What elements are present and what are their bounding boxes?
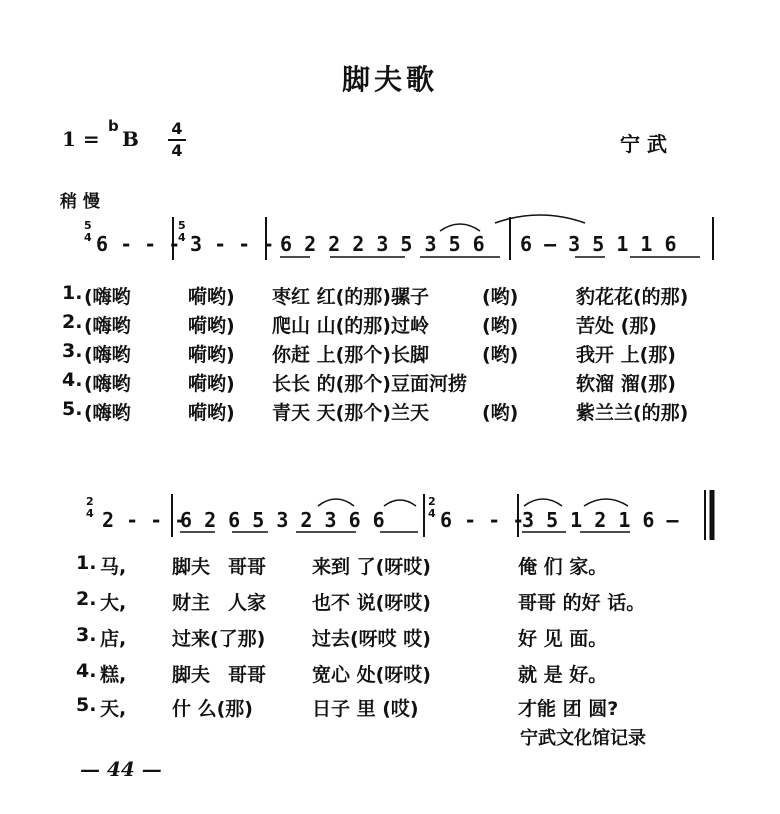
lyric-text: 青天 天(那个)兰天 (272, 402, 429, 424)
lyric-text: 长长 的(那个)豆面河捞 (272, 373, 467, 395)
recording-credit: 宁武文化馆记录 (520, 728, 646, 749)
tempo-marking: 稍 慢 (60, 192, 100, 212)
time-signature (168, 120, 186, 160)
measure-notes: 6 2 6 5 3 2 3 6 6 (180, 508, 385, 532)
lyric-text: 苦处 (那) (576, 315, 657, 337)
lyric-text: 就 是 好。 (518, 664, 608, 686)
lyric-text: 脚夫 (172, 664, 211, 686)
lyric-text: 好 见 面。 (518, 628, 608, 650)
lyric-text: 来到 了(呀哎) (312, 556, 431, 578)
verse-number: 2. (62, 311, 83, 333)
lyric-text: (嗨哟 (84, 315, 131, 337)
lyric-text: 马, (100, 556, 127, 578)
tie (495, 215, 585, 223)
lyric-text: 嗬哟) (188, 344, 235, 366)
measure-notes: 6 — 3 5 1 1 6 (520, 232, 677, 256)
meter-mark: 4 (86, 507, 94, 520)
time-signature-top: 4 (171, 119, 183, 138)
verse-number: 4. (76, 660, 97, 682)
meter-mark: 5 (84, 219, 92, 232)
lyric-text: (嗨哟 (84, 286, 131, 308)
measure-notes: 6 - - - (96, 232, 181, 256)
meter-mark: 4 (84, 231, 92, 244)
meter-mark: 4 (178, 231, 186, 244)
verse-number: 1. (62, 282, 83, 304)
lyric-text: 脚夫 (172, 556, 211, 578)
lyric-text: 嗬哟) (188, 286, 235, 308)
lyric-text: 嗬哟) (188, 315, 235, 337)
song-title: 脚夫歌 (341, 63, 438, 96)
time-signature-bottom: 4 (171, 141, 183, 160)
measure-notes: 3 5 1 2 1 6 — (522, 508, 679, 532)
lyric-text: 宽心 处(呀哎) (312, 664, 431, 686)
lyric-text: 什 么(那) (172, 698, 253, 720)
slur (318, 499, 354, 506)
lyric-text: (哟) (482, 402, 519, 424)
slur (384, 500, 416, 506)
key-note: B (122, 127, 139, 151)
meter-mark: 2 (428, 495, 436, 508)
page-number: — 44 — (80, 757, 162, 781)
region-credit: 宁 武 (620, 132, 667, 156)
lyric-text: 嗬哟) (188, 402, 235, 424)
slur (440, 224, 480, 231)
lyric-text: (哟) (482, 286, 519, 308)
lyric-text: 哥哥 (228, 556, 267, 578)
key-prefix: 1 = (62, 127, 100, 151)
lyric-text: (哟) (482, 315, 519, 337)
verse-number: 3. (76, 624, 97, 646)
verse-number: 5. (62, 398, 83, 420)
lyric-text: (嗨哟 (84, 373, 131, 395)
lyric-text: (嗨哟 (84, 402, 131, 424)
verse-number: 2. (76, 588, 97, 610)
lyric-text: (嗨哟 (84, 344, 131, 366)
lyric-text: 过来(了那) (172, 628, 266, 650)
measure-notes: 3 - - - (190, 232, 275, 256)
lyric-text: 也不 说(呀哎) (312, 592, 431, 614)
lyric-text: 天, (100, 698, 127, 720)
lyric-text: 嗬哟) (188, 373, 235, 395)
lyric-text: 紫兰兰(的那) (576, 402, 689, 424)
lyric-text: 俺 们 家。 (518, 556, 608, 578)
lyric-text: 糕, (100, 664, 127, 686)
flat-sign: b (108, 117, 119, 135)
lyric-text: 店, (100, 628, 127, 650)
lyric-text: 哥哥 的好 话。 (518, 592, 646, 614)
lyric-text: 爬山 山(的那)过岭 (272, 315, 429, 337)
lyric-text: 软溜 溜(那) (576, 373, 676, 395)
verse-number: 1. (76, 552, 97, 574)
lyric-text: 过去(呀哎 哎) (312, 628, 431, 650)
lyric-text: 我开 上(那) (576, 344, 676, 366)
lyric-text: 枣红 红(的那)骡子 (272, 286, 429, 308)
lyric-text: 才能 团 圆? (518, 698, 619, 720)
lyric-text: 大, (100, 592, 127, 614)
lyric-text: 豹花花(的那) (576, 286, 689, 308)
lyric-text: 人家 (228, 592, 267, 614)
meter-mark: 4 (428, 507, 436, 520)
slur (584, 499, 628, 506)
meter-mark: 2 (86, 495, 94, 508)
verse-number: 5. (76, 694, 97, 716)
lyric-text: 财主 (172, 592, 211, 614)
slur (524, 499, 562, 506)
meter-mark: 5 (178, 219, 186, 232)
lyric-text: 你赶 上(那个)长脚 (272, 344, 429, 366)
lyric-text: (哟) (482, 344, 519, 366)
measure-notes: 2 - - - (102, 508, 187, 532)
lyric-text: 哥哥 (228, 664, 267, 686)
lyric-text: 日子 里 (哎) (312, 698, 419, 720)
measure-notes: 6 - - - (440, 508, 525, 532)
verse-number: 3. (62, 340, 83, 362)
verse-number: 4. (62, 369, 83, 391)
measure-notes: 6 2 2 2 3 5 3 5 6 (280, 232, 485, 256)
